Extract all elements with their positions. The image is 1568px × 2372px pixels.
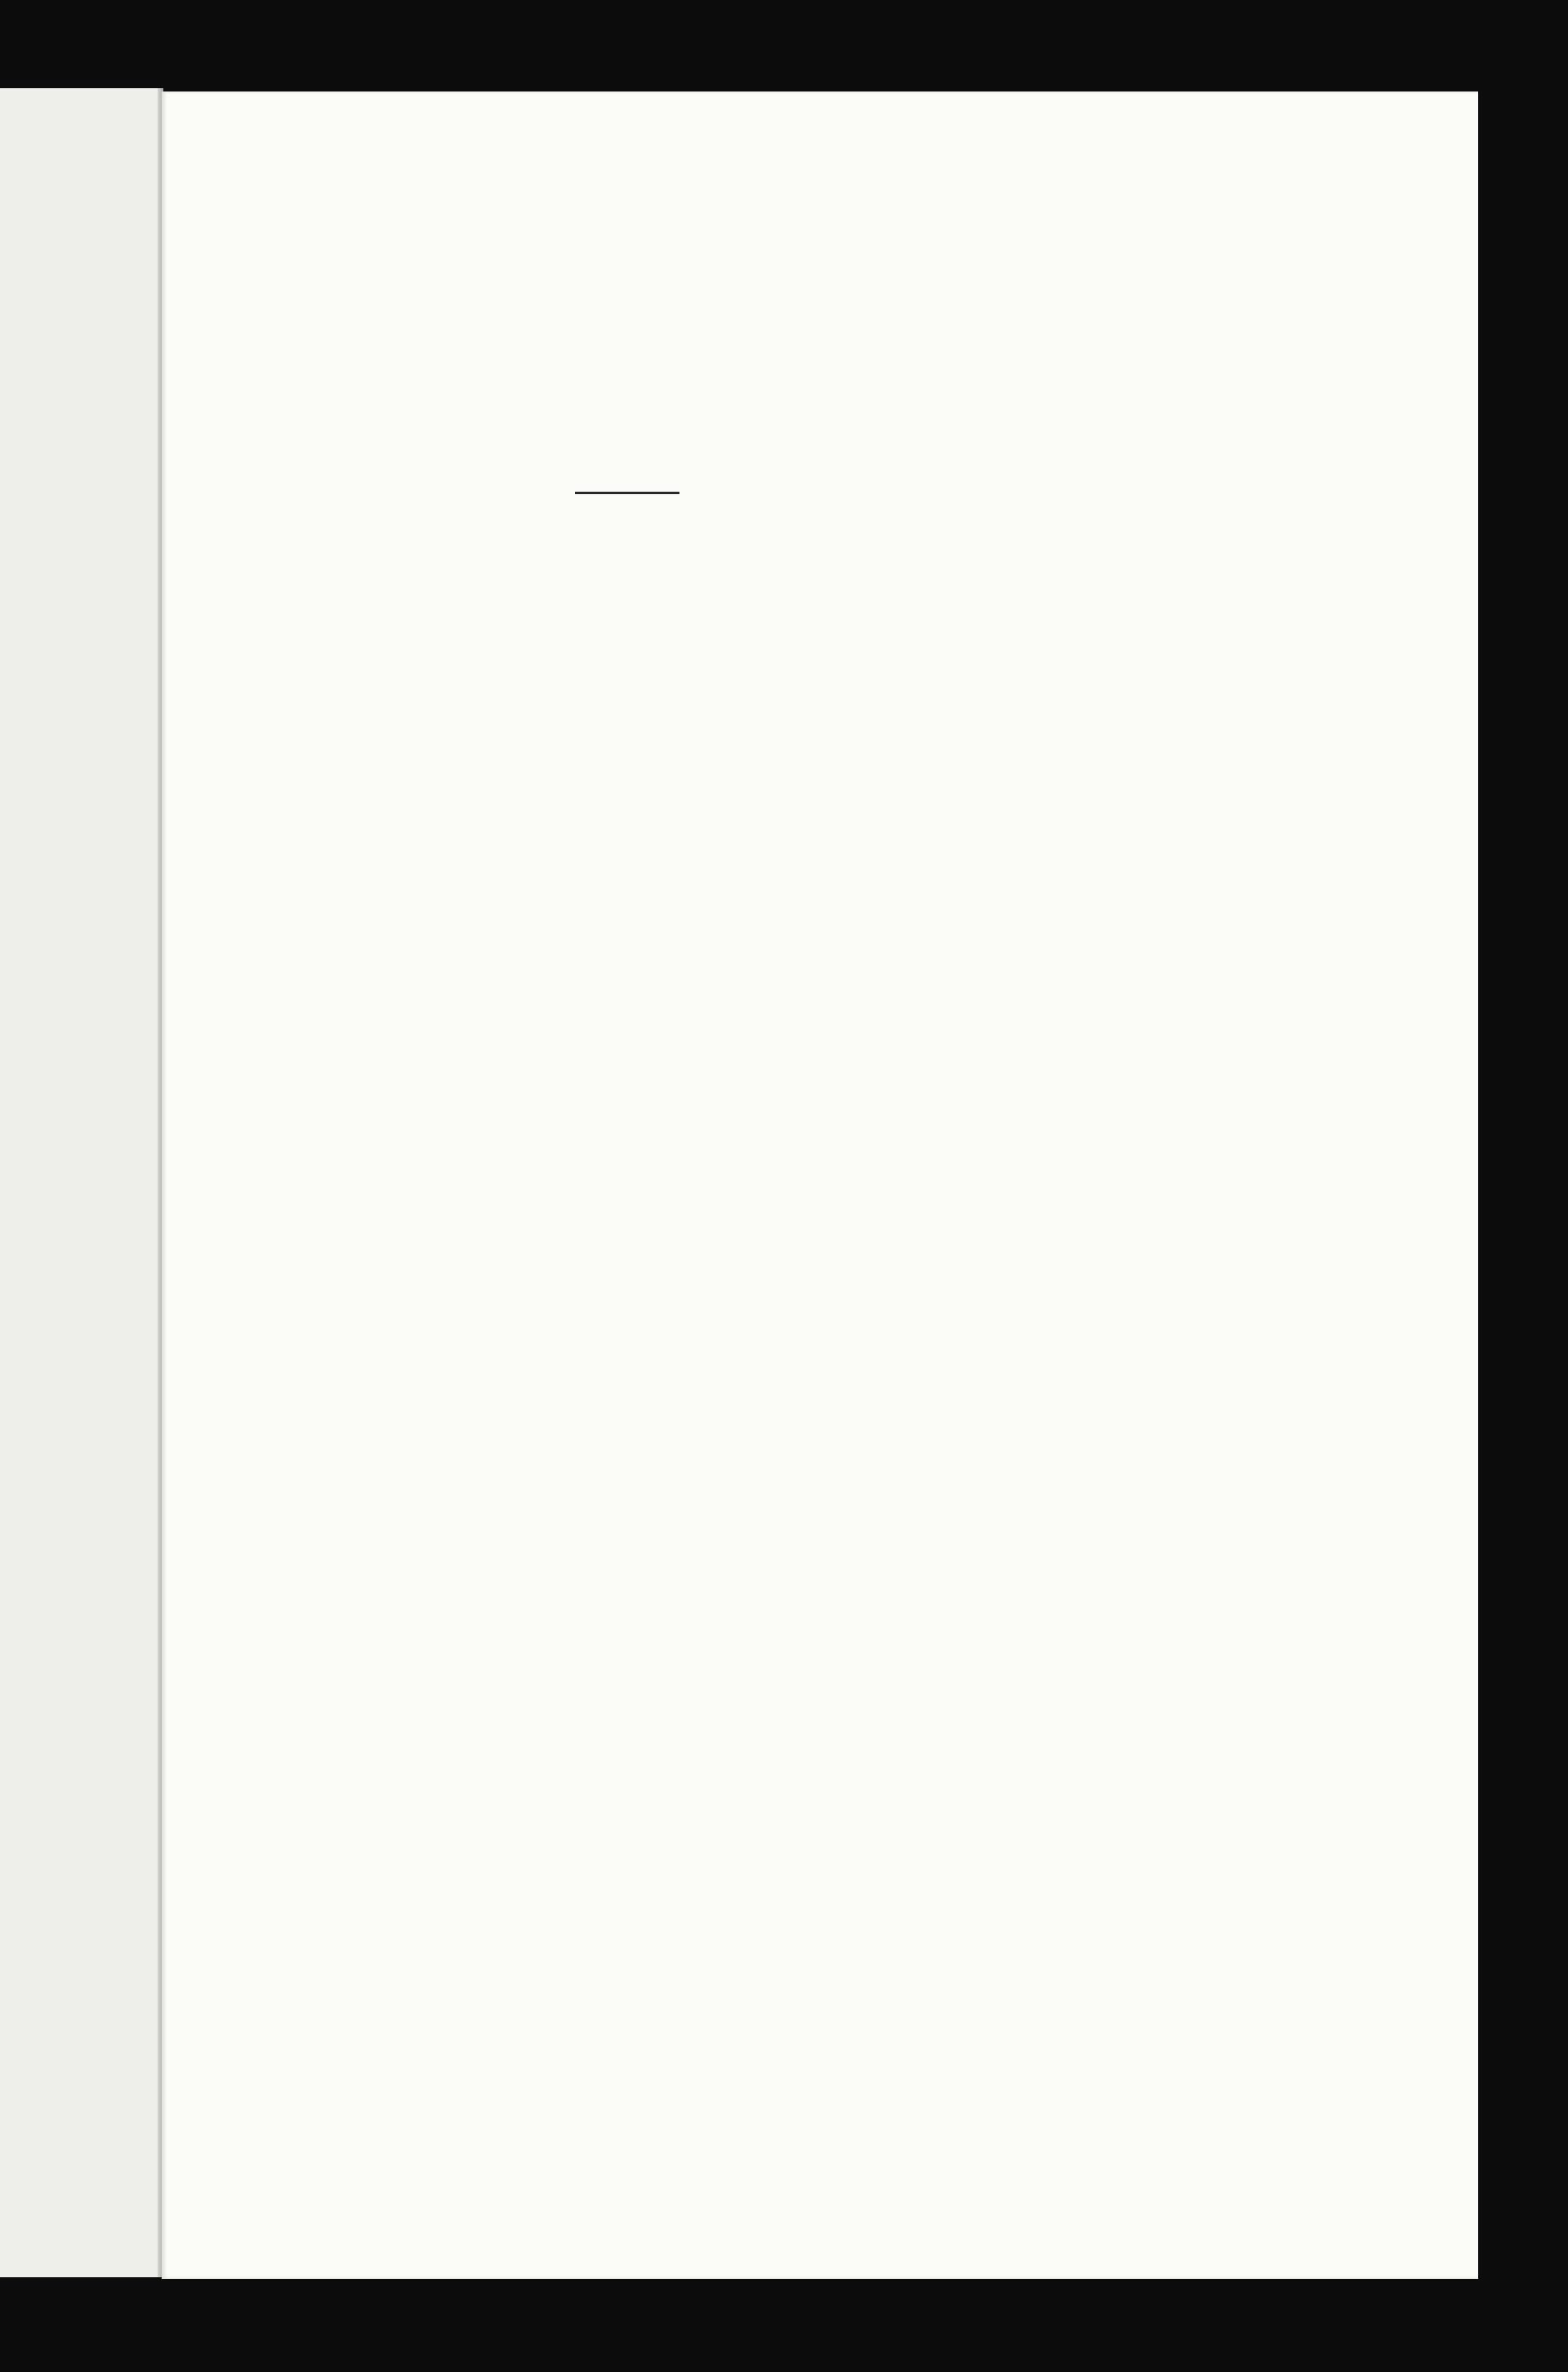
page-text [177,307,1077,537]
signature-block [177,325,1077,469]
left-page-edge [0,88,163,2277]
section-divider [575,492,679,494]
